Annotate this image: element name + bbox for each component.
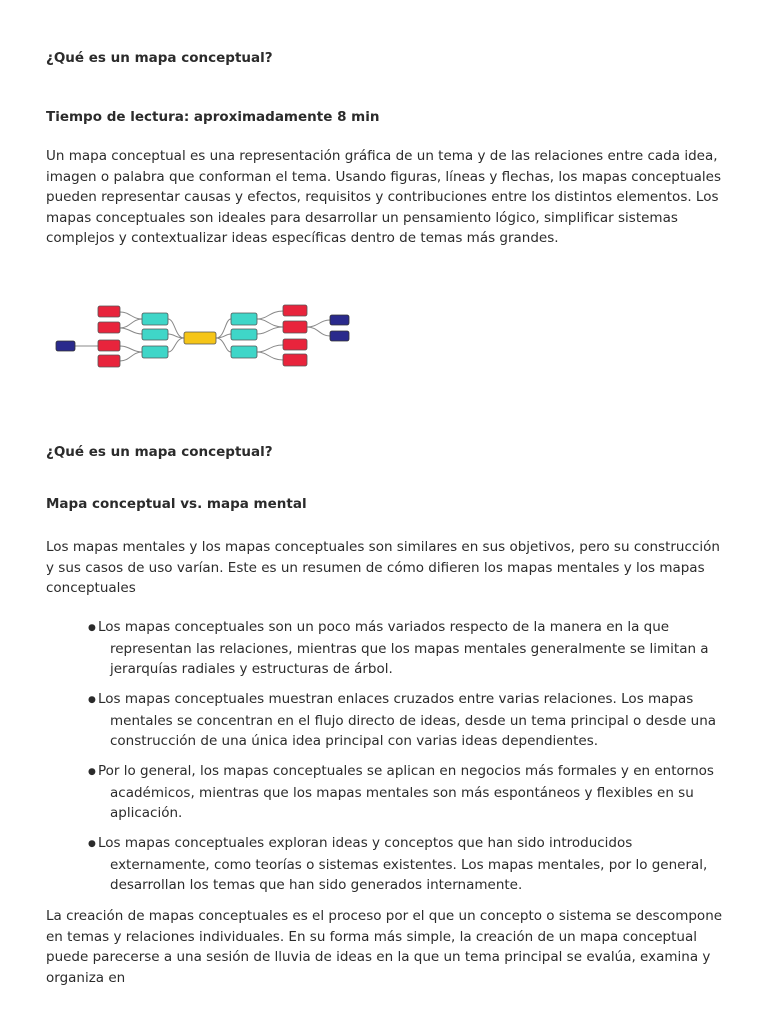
- comparison-intro-paragraph: Los mapas mentales y los mapas conceptuales son similares en sus objetivos, pero su construcción y sus casos de uso varían. Este es un resumen de cómo difieren los mapas mentales y los mapas conceptuales: [46, 539, 720, 596]
- secondary-node: [142, 346, 168, 358]
- tertiary-node: [98, 322, 120, 333]
- leaf-node: [330, 315, 349, 325]
- tertiary-node: [98, 306, 120, 317]
- secondary-node: [142, 313, 168, 325]
- tertiary-node: [283, 321, 307, 333]
- tertiary-node: [283, 339, 307, 350]
- list-item: ● Por lo general, los mapas conceptuales se aplican en negocios más formales y en entornos académicos, mientras que los mapas mentales son más espontáneos y flexibles en su aplicación.: [88, 763, 714, 821]
- intro-paragraph: Un mapa conceptual es una representación gráfica de un tema y de las relaciones entre cada idea, imagen o palabra que conforman el tema. Usando figuras, líneas y flechas, los mapas conceptuales pueden representar causas y efectos, requisitos y contribuciones entre los distintos elementos. Los mapas conceptuales son ideales para desarrollar un pensamiento lógico, simplificar sistemas complejos y contextualizar ideas específicas dentro de temas más grandes.: [46, 148, 722, 246]
- central-node: [184, 332, 216, 344]
- secondary-node: [231, 313, 257, 325]
- tertiary-node: [98, 355, 120, 367]
- tertiary-node: [283, 305, 307, 316]
- reading-time-heading: Tiempo de lectura: aproximadamente 8 min: [46, 109, 380, 125]
- secondary-node: [231, 346, 257, 358]
- secondary-node: [142, 329, 168, 340]
- bullet-dot-icon: ●: [88, 695, 96, 705]
- list-item: ● Los mapas conceptuales exploran ideas y conceptos que han sido introducidos externamente, como teorías o sistemas existentes. Los mapas mentales, por lo general, desarrollan los temas que han sido generados internamente.: [88, 835, 708, 893]
- concept-map-diagram: [50, 302, 356, 374]
- leaf-node: [330, 331, 349, 341]
- leaf-node: [56, 341, 75, 351]
- comparison-heading: Mapa conceptual vs. mapa mental: [46, 496, 307, 512]
- bullet-dot-icon: ●: [88, 767, 96, 777]
- comparison-list: [80, 617, 720, 905]
- page-title: ¿Qué es un mapa conceptual?: [46, 50, 273, 66]
- bullet-dot-icon: ●: [88, 623, 96, 633]
- list-item: ● Los mapas conceptuales muestran enlaces cruzados entre varias relaciones. Los mapas mentales se concentran en el flujo directo de ideas, desde un tema principal o desde una construcción de una única idea principal con varias ideas dependientes.: [88, 691, 717, 749]
- tertiary-node: [98, 340, 120, 351]
- closing-paragraph: La creación de mapas conceptuales es el proceso por el que un concepto o sistema se descompone en temas y relaciones individuales. En su forma más simple, la creación de un mapa conceptual puede parecerse a una sesión de lluvia de ideas en la que un tema principal se evalúa, examina y organiza en: [46, 908, 723, 986]
- list-item: ● Los mapas conceptuales son un poco más variados respecto de la manera en la que representan las relaciones, mientras que los mapas mentales generalmente se limitan a jerarquías radiales y estructuras de árbol.: [88, 619, 709, 677]
- secondary-node: [231, 329, 257, 340]
- section-title-repeat: ¿Qué es un mapa conceptual?: [46, 444, 273, 460]
- bullet-dot-icon: ●: [88, 839, 96, 849]
- tertiary-node: [283, 354, 307, 366]
